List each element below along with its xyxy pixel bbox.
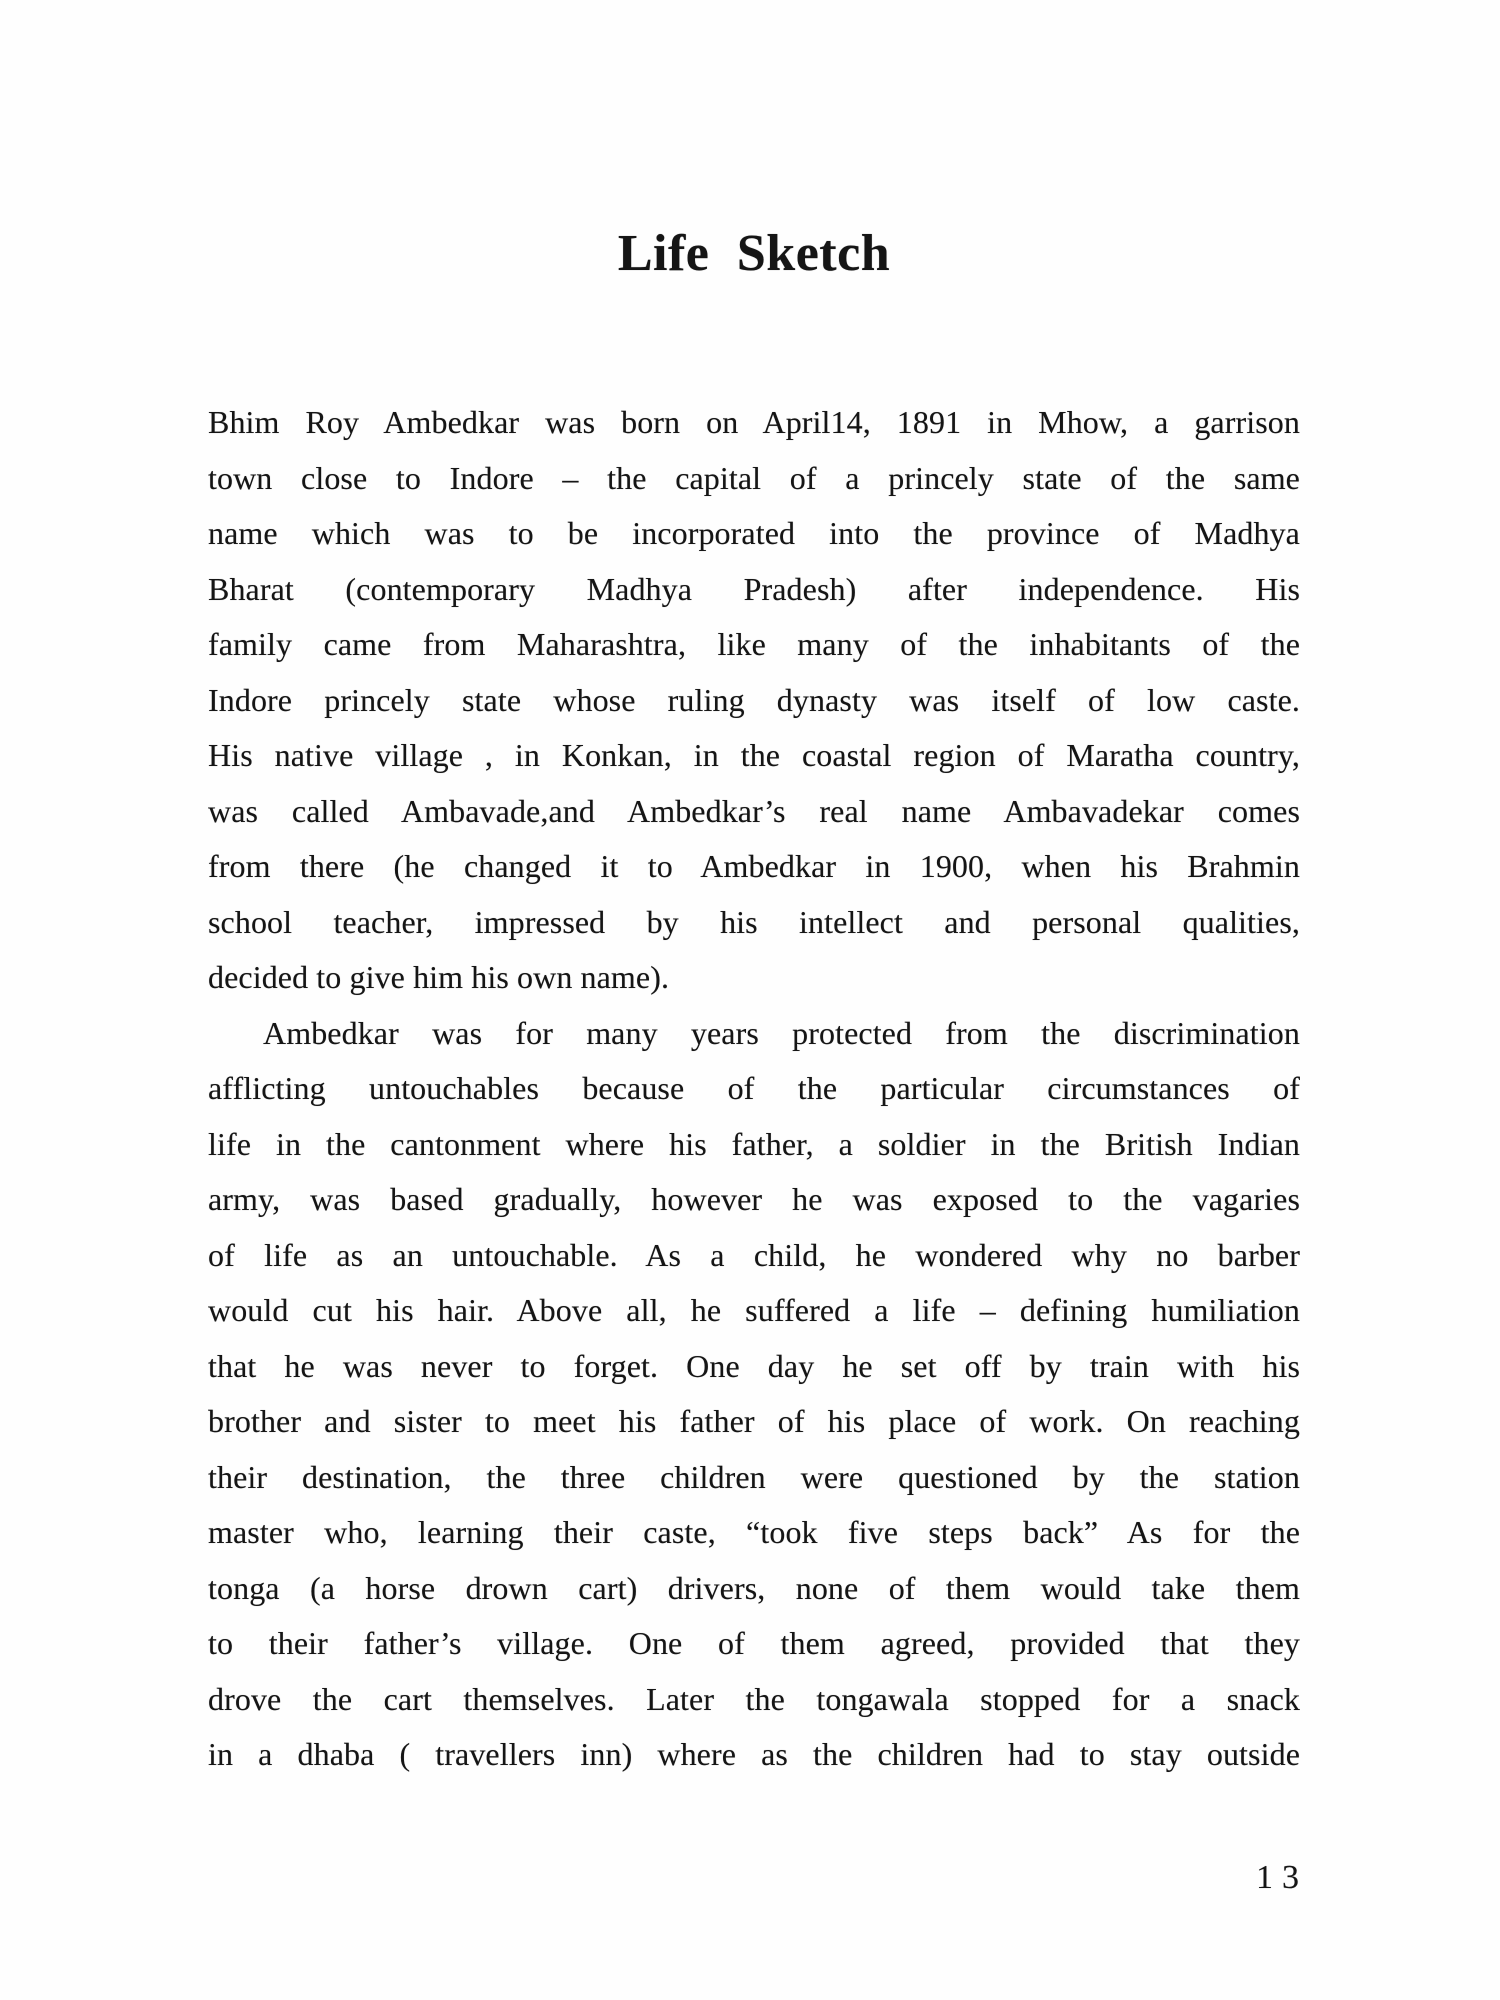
text-line: their destination, the three children were questioned by the station bbox=[208, 1458, 1300, 1495]
text-line: Ambedkar was for many years protected from the discrimination bbox=[263, 1014, 1300, 1051]
text-line: town close to Indore – the capital of a princely state of the same bbox=[208, 459, 1300, 496]
text-line: of life as an untouchable. As a child, he wondered why no barber bbox=[208, 1236, 1300, 1273]
text-line: Bharat (contemporary Madhya Pradesh) after independence. His bbox=[208, 570, 1300, 607]
text-line: life in the cantonment where his father, a soldier in the British Indian bbox=[208, 1125, 1300, 1162]
page-number: 13 bbox=[1256, 1859, 1308, 1896]
text-line: Indore princely state whose ruling dynasty was itself of low caste. bbox=[208, 681, 1300, 718]
text-line: brother and sister to meet his father of his place of work. On reaching bbox=[208, 1403, 1300, 1439]
text-line: that he was never to forget. One day he set off by train with his bbox=[208, 1347, 1300, 1384]
text-line: name which was to be incorporated into the province of Madhya bbox=[208, 515, 1300, 551]
text-line: drove the cart themselves. Later the tongawala stopped for a snack bbox=[208, 1680, 1300, 1717]
body-text bbox=[208, 395, 1300, 1783]
text-line: afflicting untouchables because of the particular circumstances of bbox=[208, 1070, 1300, 1106]
text-line: in a dhaba ( travellers inn) where as the children had to stay outside bbox=[208, 1736, 1300, 1772]
page-title: Life Sketch bbox=[617, 225, 891, 282]
paragraph-2 bbox=[208, 1006, 1300, 1783]
text-line: master who, learning their caste, “took five steps back” As for the bbox=[208, 1514, 1300, 1550]
text-line: family came from Maharashtra, like many of the inhabitants of the bbox=[208, 626, 1300, 662]
text-line: was called Ambavade,and Ambedkar’s real name Ambavadekar comes bbox=[208, 792, 1300, 829]
text-line: decided to give him his own name). bbox=[208, 959, 670, 995]
text-line: from there (he changed it to Ambedkar in 1900, when his Brahmin bbox=[208, 848, 1300, 884]
paragraph-1 bbox=[208, 395, 1300, 1006]
text-line: school teacher, impressed by his intellect and personal qualities, bbox=[208, 903, 1300, 940]
text-line: army, was based gradually, however he was exposed to the vagaries bbox=[208, 1181, 1300, 1217]
text-line: to their father’s village. One of them agreed, provided that they bbox=[208, 1625, 1300, 1661]
text-line: Bhim Roy Ambedkar was born on April14, 1891 in Mhow, a garrison bbox=[208, 404, 1300, 440]
text-line: His native village , in Konkan, in the coastal region of Maratha country, bbox=[208, 737, 1300, 773]
text-line: tonga (a horse drown cart) drivers, none of them would take them bbox=[208, 1569, 1300, 1606]
text-line: would cut his hair. Above all, he suffered a life – defining humiliation bbox=[208, 1292, 1300, 1328]
